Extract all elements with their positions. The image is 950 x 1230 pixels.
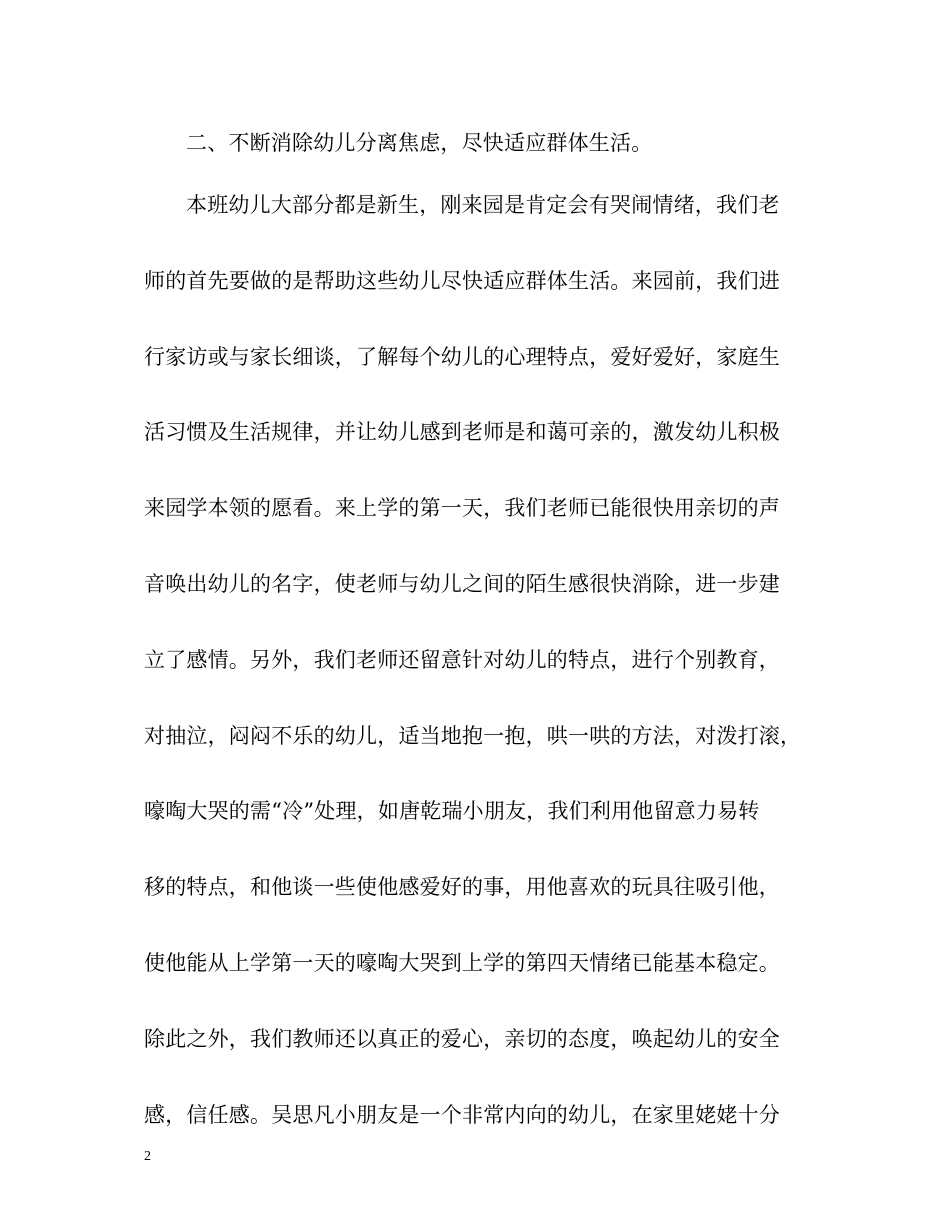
paragraph-line-7: 立了感情。另外，我们老师还留意针对幼儿的特点，进行个别教育，	[144, 648, 780, 672]
paragraph-line-1: 本班幼儿大部分都是新生，刚来园是肯定会有哭闹情绪，我们老	[186, 193, 780, 217]
section-heading: 二、不断消除幼儿分离焦虑，尽快适应群体生活。	[186, 131, 653, 155]
paragraph-line-9: 嚎啕大哭的需“冷”处理，如唐乾瑞小朋友，我们利用他留意力易转	[144, 799, 760, 823]
paragraph-line-11: 使他能从上学第一天的嚎啕大哭到上学的第四天情绪已能基本稳定。	[144, 951, 780, 975]
paragraph-line-4: 活习惯及生活规律，并让幼儿感到老师是和蔼可亲的，激发幼儿积极	[144, 420, 780, 444]
page-number: 2	[144, 1149, 151, 1164]
paragraph-line-6: 音唤出幼儿的名字，使老师与幼儿之间的陌生感很快消除，进一步建	[144, 572, 780, 596]
paragraph-line-3: 行家访或与家长细谈，了解每个幼儿的心理特点，爱好爱好，家庭生	[144, 345, 780, 369]
paragraph-line-13: 感，信任感。吴思凡小朋友是一个非常内向的幼儿，在家里姥姥十分	[144, 1103, 780, 1127]
paragraph-line-8: 对抽泣，闷闷不乐的幼儿，适当地抱一抱，哄一哄的方法，对泼打滚，	[144, 724, 802, 748]
paragraph-line-10: 移的特点，和他谈一些使他感爱好的事，用他喜欢的玩具往吸引他，	[144, 875, 780, 899]
paragraph-line-5: 来园学本领的愿看。来上学的第一天，我们老师已能很快用亲切的声	[144, 496, 780, 520]
paragraph-line-2: 师的首先要做的是帮助这些幼儿尽快适应群体生活。来园前，我们进	[144, 269, 780, 293]
paragraph-line-12: 除此之外，我们教师还以真正的爱心，亲切的态度，唤起幼儿的安全	[144, 1027, 780, 1051]
